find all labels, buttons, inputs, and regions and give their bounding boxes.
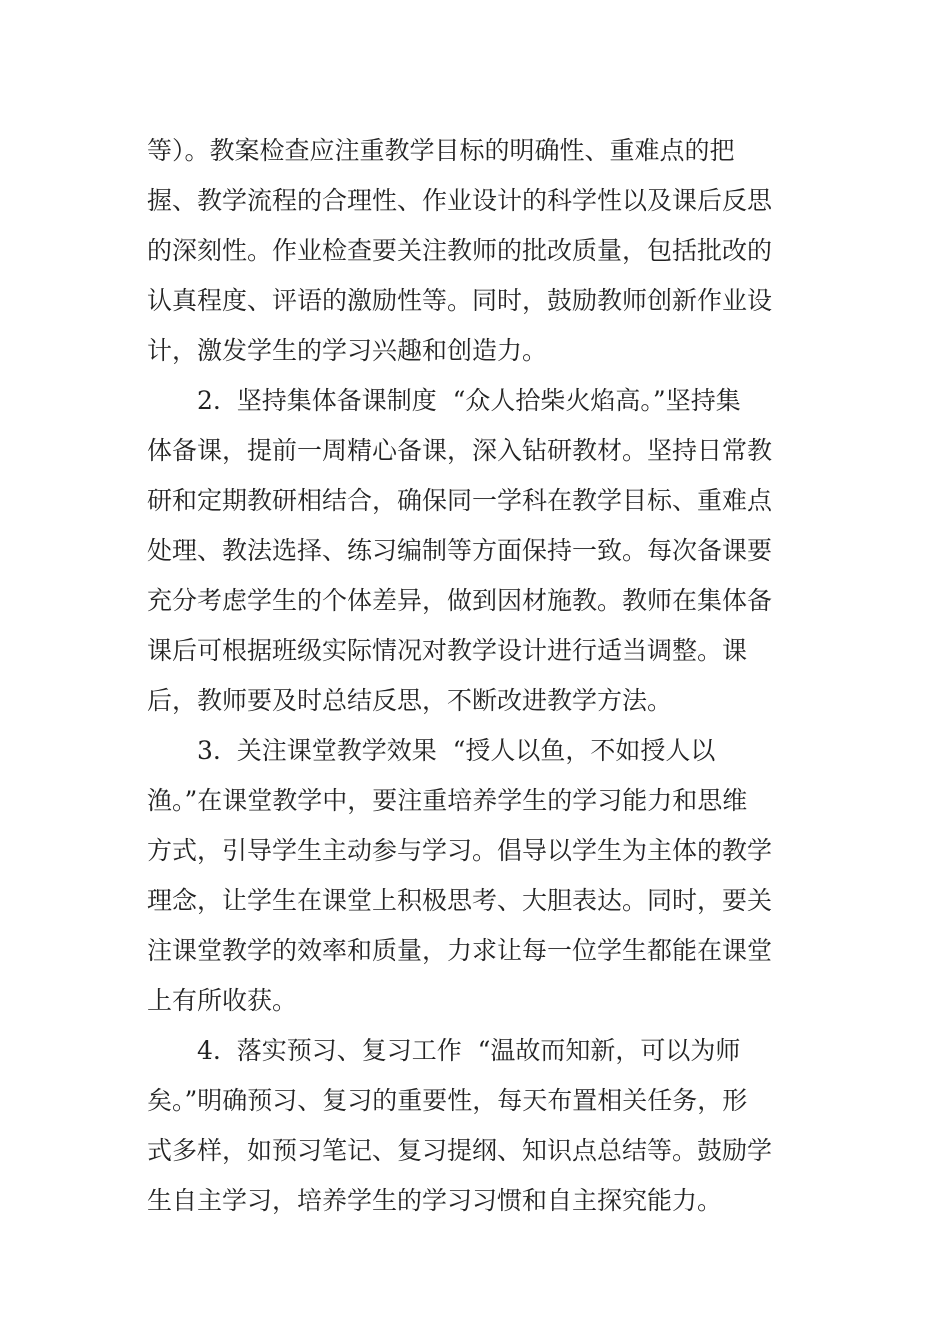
text-line: 等）。教案检查应注重教学目标的明确性、重难点的把 — [147, 136, 735, 165]
text-line: 充分考虑学生的个体差异，做到因材施教。教师在集体备 — [147, 586, 773, 615]
section-heading-line: 3. 关注课堂教学效果 “授人以鱼，不如授人以 — [197, 736, 716, 765]
text-line: 课后可根据班级实际情况对教学设计进行适当调整。课 — [147, 636, 748, 665]
text-line: 生自主学习，培养学生的学习习惯和自主探究能力。 — [147, 1186, 723, 1215]
section-heading-line: 2. 坚持集体备课制度 “众人拾柴火焰高。”坚持集 — [197, 386, 741, 415]
text-line: 后，教师要及时总结反思，不断改进教学方法。 — [147, 686, 673, 715]
text-line: 的深刻性。作业检查要关注教师的批改质量，包括批改的 — [147, 236, 773, 265]
text-line: 渔。”在课堂教学中，要注重培养学生的学习能力和思维 — [147, 786, 748, 815]
text-line: 上有所收获。 — [147, 986, 298, 1015]
text-line: 计，激发学生的学习兴趣和创造力。 — [147, 336, 548, 365]
text-line: 方式，引导学生主动参与学习。倡导以学生为主体的教学 — [147, 836, 773, 865]
section-heading-line: 4. 落实预习、复习工作 “温故而知新，可以为师 — [197, 1036, 741, 1065]
text-line: 处理、教法选择、练习编制等方面保持一致。每次备课要 — [147, 536, 773, 565]
text-line: 认真程度、评语的激励性等。同时，鼓励教师创新作业设 — [147, 286, 773, 315]
text-line: 理念，让学生在课堂上积极思考、大胆表达。同时，要关 — [147, 886, 773, 915]
text-line: 研和定期教研相结合，确保同一学科在教学目标、重难点 — [147, 486, 773, 515]
text-line: 握、教学流程的合理性、作业设计的科学性以及课后反思 — [147, 186, 773, 215]
text-line: 体备课，提前一周精心备课，深入钻研教材。坚持日常教 — [147, 436, 773, 465]
text-line: 式多样，如预习笔记、复习提纲、知识点总结等。鼓励学 — [147, 1136, 773, 1165]
text-line: 矣。”明确预习、复习的重要性，每天布置相关任务，形 — [147, 1086, 748, 1115]
text-line: 注课堂教学的效率和质量，力求让每一位学生都能在课堂 — [147, 936, 773, 965]
